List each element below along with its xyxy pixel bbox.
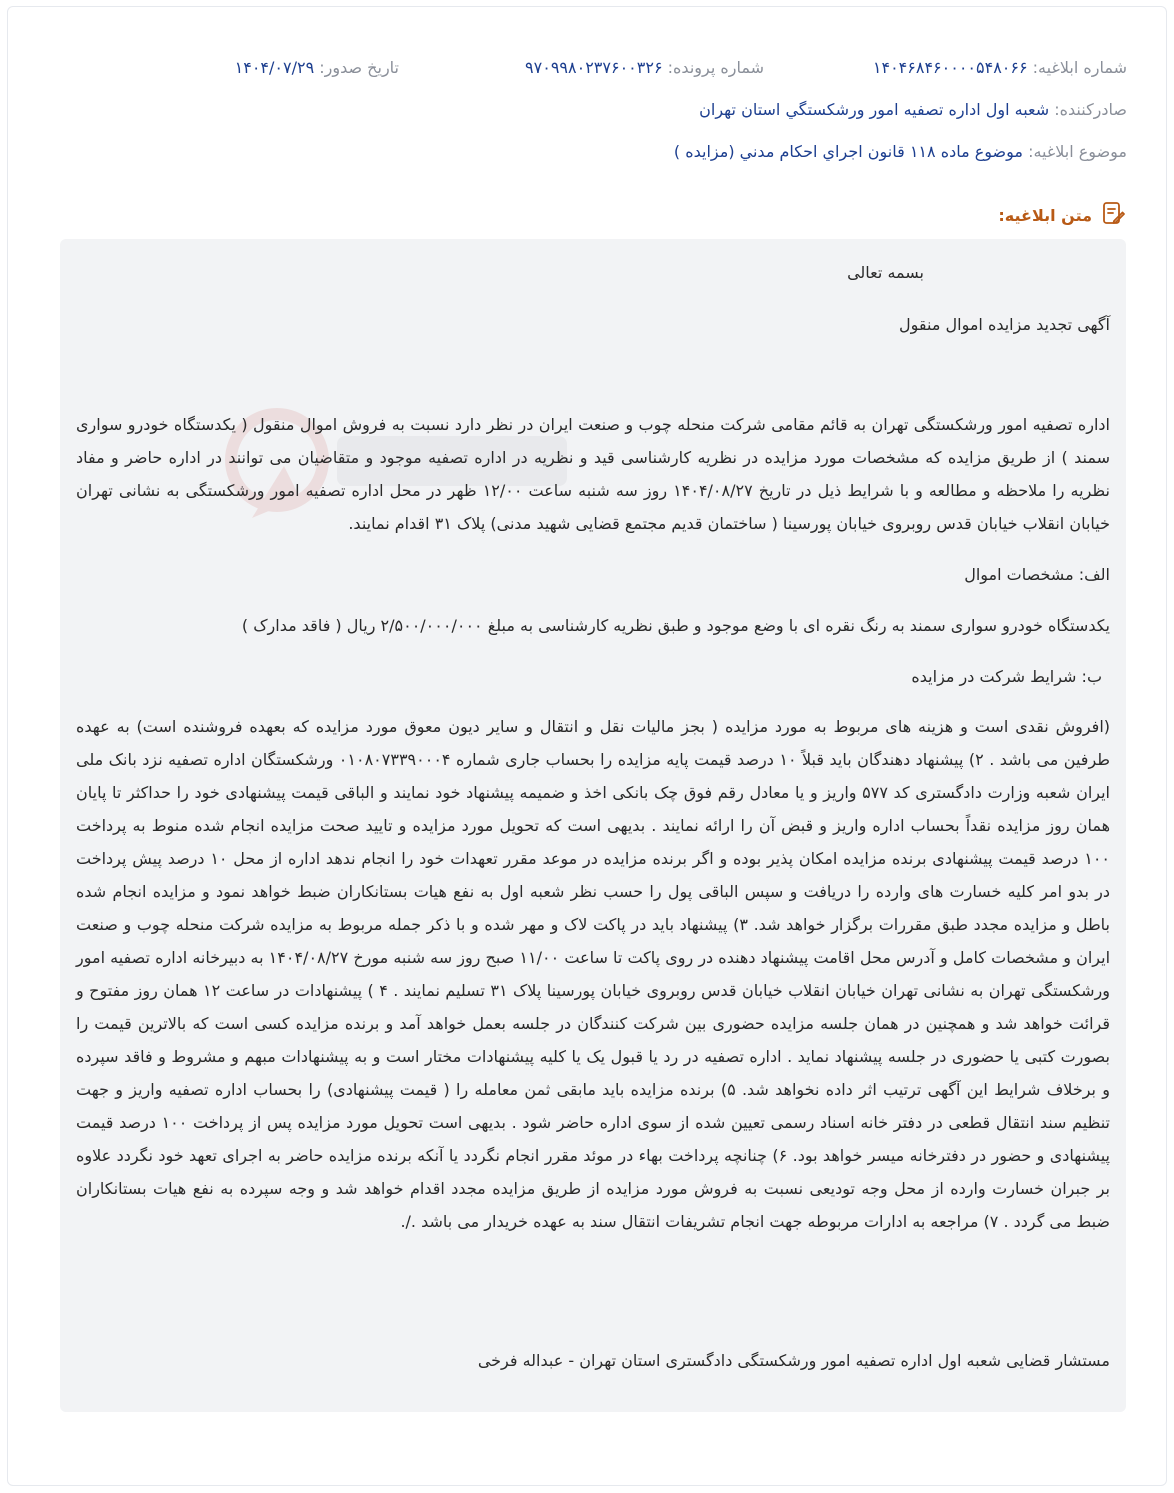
notice-subject (674, 142, 1127, 161)
subject-value: موضوع ماده ۱۱۸ قانون اجراي احكام مدني (مزايده ) (673, 142, 1023, 161)
document-edit-icon (1100, 200, 1126, 230)
issuer-label: صادرکننده: (1054, 100, 1127, 119)
notice-number (873, 58, 1127, 77)
section-a-title: الف: مشخصات اموال (964, 565, 1110, 584)
notice-number-value: ۱۴۰۴۶۸۴۶۰۰۰۰۵۴۸۰۶۶ (872, 58, 1028, 77)
section-b-title: ب: شرایط شرکت در مزایده (911, 667, 1102, 686)
salutation: بسمه تعالی (847, 263, 924, 282)
signature: مستشار قضایی شعبه اول اداره تصفیه امور ورشکستگی دادگستری استان تهران - عبداله فرخی (477, 1351, 1110, 1370)
section-a-text: یکدستگاه خودرو سواری سمند به رنگ نقره ای با وضع موجود و طبق نظریه کارشناسی به مبلغ ۲/۵۰۰/۰۰۰/۰۰۰ ریال ( فاقد مدارک ) (241, 616, 1110, 635)
conditions-paragraph: (افروش نقدی است و هزینه های مربوط به مورد مزایده ( بجز مالیات نقل و انتقال و سایر دیون معوق مورد مزایده که بعهده فروشنده است) به عهده طرفین می باشد . ۲) پیشنهاد دهندگان باید قبلاً ۱۰ درصد قیمت پایه مزایده را بحساب جاری شماره ۰۱۰۸۰۷۳۳۹۰۰۰۴ ورشکستگان اداره تصفیه نزد بانک ملی ایران شعبه وزارت دادگستری کد ۵۷۷ واریز و یا معادل رقم فوق چک بانکی اخذ و ضمیمه پیشنهاد خود نمایند و الباقی قیمت پیشنهادی خود را حداکثر تا پایان همان روز مزایده نقداً بحساب اداره واریز و قبض آن را ارائه نمایند . بدیهی است که تحویل مورد مزایده و تایید صحت مزایده انجام شده منوط به پرداخت ۱۰۰ درصد قیمت پیشنهادی برنده مزایده امکان پذیر بوده و اگر برنده مزایده در موعد مقرر تعهدات خود را انجام ندهد اداره از محل ۱۰ درصد پیش پرداخت در بدو امر کلیه خسارت های وارده را دریافت و سپس الباقی پول را حسب نظر شعبه اول به نفع هیات بستانکاران ضبط خواهد نمود و مزایده انجام شده باطل و مزایده مجدد طبق مقررات برگزار خواهد شد. ۳) پیشنهاد باید در پاکت لاک و مهر شده و با ذکر جمله مربوط به مزایده شرکت منحله چوب و صنعت ایران و مشخصات کامل و آدرس محل اقامت پیشنهاد دهنده در روی پاکت تا ساعت ۱۱/۰۰ صبح روز سه شنبه مورخ ۱۴۰۴/۰۸/۲۷ به دبیرخانه اداره تصفیه امور ورشکستگی تهران به نشانی تهران خیابان انقلاب خیابان قدس روبروی خیابان پورسینا پلاک ۳۱ تسلیم نمایند . ۴ ) پیشنهادات در ساعت ۱۲ همان روز مفتوح و قرائت خواهد شد و همچنین در همان جلسه مزایده حضوری بین شرکت کنندگان در جلسه بعمل خواهد آمد و برنده مزایده کسی است که بالاترین قیمت را بصورت کتبی یا حضوری در جلسه پیشنهاد نماید . اداره تصفیه در رد یا قبول یک یا کلیه پیشنهادات مختار است و به پیشنهادات مبهم و مشروط و فاقد سپرده و برخلاف شرایط این آگهی ترتیب اثر داده نخواهد شد. ۵) برنده مزایده باید مابقی ثمن معامله را ( قیمت پیشنهادی) را بحساب اداره تصفیه واریز و جهت تنظیم سند انتقال قطعی در دفتر خانه اسناد رسمی تعیین شده از سوی اداره حاضر شود . بدیهی است تحویل مورد مزایده پس از پرداخت ۱۰۰ درصد قیمت پیشنهادی و حضور در دفترخانه میسر خواهد بود. ۶) چنانچه پرداخت بهاء در موئد مقرر انجام نگردد یا آنکه برنده مزایده حاضر به اجرای تعهد خود نگردد علاوه بر جبران خسارت وارده از محل وجه تودیعی نسبت به فروش مورد مزایده از طریق مزایده مجدد اقدام خواهد شد و وجه سپرده به نفع هیات بستانکاران ضبط می گردد . ۷) مراجعه به ادارات مربوطه جهت انجام تشریفات انتقال سند به عهده خریدار می باشد ./. (76, 717, 1111, 1231)
issuer-value: شعبه اول اداره تصفيه امور ورشكستگي استان تهران (699, 100, 1050, 119)
case-number (525, 58, 764, 77)
case-number-label: شماره پرونده: (667, 58, 764, 77)
issue-date (235, 58, 399, 77)
issuer (699, 100, 1127, 119)
issue-date-value: ۱۴۰۴/۰۷/۲۹ (234, 58, 315, 77)
issue-date-label: تاریخ صدور: (319, 58, 399, 77)
case-number-value: ۹۷۰۹۹۸۰۲۳۷۶۰۰۳۲۶ (525, 58, 663, 77)
section-title: متن ابلاغیه: (998, 205, 1092, 225)
subject-label: موضوع ابلاغیه: (1028, 142, 1127, 161)
notice-number-label: شماره ابلاغیه: (1032, 58, 1127, 77)
notice-title: آگهی تجدید مزایده اموال منقول (899, 315, 1110, 334)
intro-paragraph: اداره تصفیه امور ورشکستگی تهران به قائم مقامی شرکت منحله چوب و صنعت ایران در نظر دارد نسبت به فروش اموال منقول ( یکدستگاه خودرو سواری سمند ) از طریق مزایده که مشخصات مورد مزایده در نظریه کارشناسی قید و نظریه در اداره تصفیه موجود و متقاضیان می توانند در اداره حاضر و مفاد نظریه را ملاحظه و مطالعه و با شرایط ذیل در تاریخ ۱۴۰۴/۰۸/۲۷ روز سه شنبه ساعت ۱۲/۰۰ ظهر در محل اداره تصفیه امور ورشکستگی به نشانی تهران خیابان انقلاب خیابان قدس روبروی خیابان پورسینا ( ساختمان قدیم مجتمع قضایی شهید مدنی) پلاک ۳۱ اقدام نمایند. (76, 415, 1110, 533)
notice-text-heading (998, 200, 1126, 230)
